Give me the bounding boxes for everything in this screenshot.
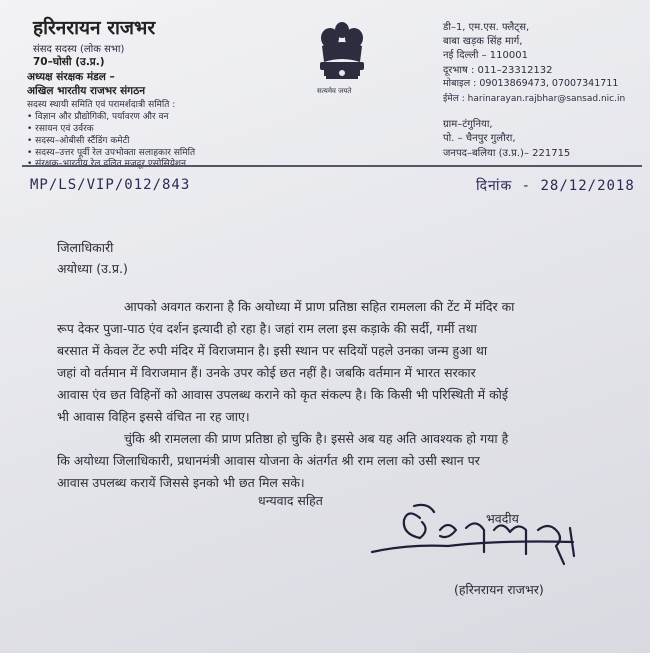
title-line-5: सदस्य स्थायी समिति एवं परामर्शदात्री समिति :	[27, 100, 176, 110]
para2-line-3: आवास उपलब्ध करायें जिससे इनको भी छत मिल सके।	[57, 475, 305, 490]
committee-3: • सदस्य–ओबीसी स्टैंडिंग कमेटी	[27, 136, 130, 146]
para1-line-2: रूप देकर पुजा-पाठ एंव दर्शन इत्यादी हो रहा है। जहां राम लला इस कड़ाके की सर्दी, गर्मी तथा	[57, 321, 477, 336]
emblem-caption: सत्यमेव जयते	[317, 87, 352, 95]
mp-name: हरिनरायन राजभर	[33, 17, 156, 39]
para2-line-1: चुंकि श्री रामलला की प्राण प्रतिष्ठा हो चुकि है। इससे अब यह अति आवश्यक हो गया है	[124, 431, 509, 446]
title-line-2: 70–घोसी (उ.प्र.)	[33, 56, 105, 68]
mobile: मोबाइल : 09013869473, 07007341711	[443, 78, 619, 89]
village-address-1: ग्राम–टंगुनिया,	[443, 119, 493, 130]
recipient-line-2: अयोध्या (उ.प्र.)	[57, 261, 128, 276]
para1-line-3: बरसात में केवल टेंट रुपी मंदिर में विराजमान है। इसी स्थान पर सदियों पहले उनका जन्म हुआ था	[57, 343, 488, 358]
title-line-1: संसद सदस्य (लोक सभा)	[33, 44, 125, 55]
thanks-line: धन्यवाद सहित	[258, 493, 323, 508]
title-line-3: अध्यक्ष संरक्षक मंडल –	[27, 71, 115, 83]
committee-4: • सदस्य–उत्तर पूर्वी रेल उपभोक्ता सलाहकार समिति	[27, 148, 196, 158]
committee-1: • विज्ञान और प्रौद्योगिकी, पर्यावरण और वन	[27, 112, 169, 122]
signatory-name: (हरिनरायन राजभर)	[454, 582, 544, 597]
letter-date: दिनांक - 28/12/2018	[476, 178, 635, 194]
delhi-address-3: नई दिल्ली – 110001	[443, 50, 528, 61]
phone: दूरभाष : 011–23312132	[443, 65, 553, 76]
email: ईमेल : harinarayan.rajbhar@sansad.nic.in	[443, 94, 626, 104]
committee-2: • रसायन एवं उर्वरक	[27, 124, 94, 134]
signature	[368, 500, 593, 578]
recipient-line-1: जिलाधिकारी	[57, 240, 114, 255]
village-address-2: पो. – चैनपुर गुलौरा,	[443, 133, 516, 144]
letterhead-divider	[22, 165, 642, 167]
para1-line-4: जहां वो वर्तमान में विराजमान हैं। उनके उपर कोई छत नहीं है। जबकि वर्तमान में भारत सरकार	[57, 365, 476, 380]
village-address-3: जनपद–बलिया (उ.प्र.)– 221715	[443, 148, 571, 159]
delhi-address-1: डी–1, एम.एस. फ्लैट्स,	[443, 22, 530, 33]
para2-line-2: कि अयोध्या जिलाधिकारी, प्रधानमंत्री आवास योजना के अंतर्गत श्री राम लला को उसी स्थान पर	[57, 453, 480, 468]
para1-line-6: भी आवास विहिन इससे वंचित ना रह जाए।	[57, 409, 250, 424]
yours-faithfully: भवदीय	[486, 511, 519, 526]
title-line-4: अखिल भारतीय राजभर संगठन	[27, 85, 146, 97]
para1-line-1: आपको अवगत कराना है कि अयोध्या में प्राण प्रतिष्ठा सहित रामलला की टेंट में मंदिर का	[124, 299, 515, 314]
reference-number: MP/LS/VIP/012/843	[30, 177, 191, 193]
para1-line-5: आवास एंव छत विहिनों को आवास उपलब्ध कराने को कृत संकल्प है। कि किसी भी परिस्थिती में कोई	[57, 387, 509, 402]
delhi-address-2: बाबा खड़क सिंह मार्ग,	[443, 36, 523, 47]
committee-5: • संरक्षक–भारतीय रेल दलित मजदूर एसोसियेशन	[27, 159, 187, 169]
